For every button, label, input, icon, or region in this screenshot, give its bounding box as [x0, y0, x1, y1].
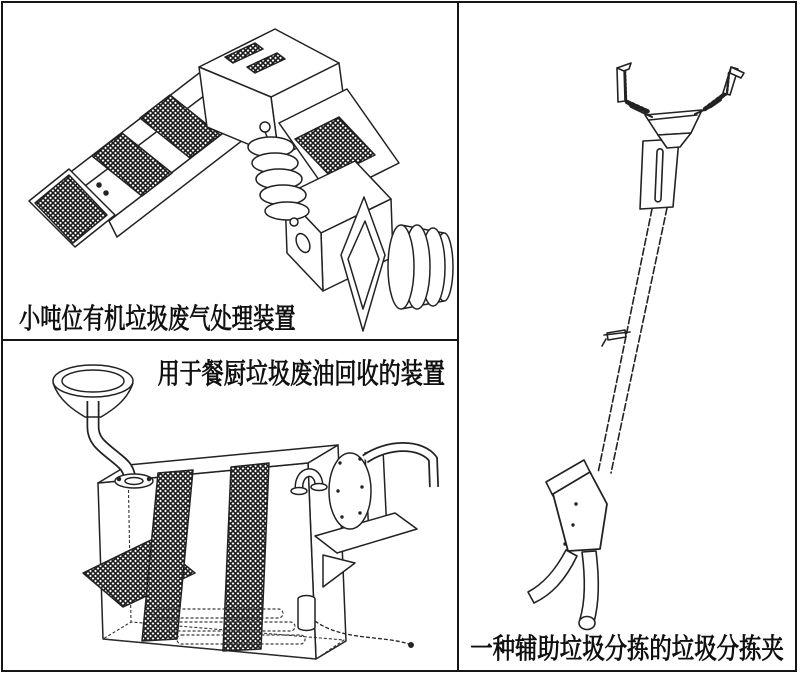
panel-bottom-left: [1, 339, 459, 672]
caption-sorting-clamp: 一种辅助垃圾分拣的垃圾分拣夹: [470, 632, 784, 666]
garbage-sorting-clamp-drawing: [459, 3, 795, 670]
trigger-lever: [528, 550, 577, 603]
caption-oil-recovery-device: 用于餐厨垃圾废油回收的装置: [157, 357, 445, 390]
grip-handle: [579, 551, 598, 630]
right-claw-arm: [695, 67, 744, 114]
panel-top-left: [1, 1, 459, 341]
upper-sleeve: [640, 139, 679, 209]
handle-body: [546, 460, 607, 551]
exhaust-gas-treatment-device-drawing: [3, 3, 457, 339]
inlet-pipe: [93, 401, 153, 488]
left-claw-arm: [617, 63, 652, 117]
outlet-cylinder: [388, 225, 453, 309]
panel-right: [457, 1, 797, 672]
kitchen-waste-oil-recovery-device-drawing: [3, 341, 457, 670]
caption-exhaust-device: 小吨位有机垃圾废气处理装置: [19, 302, 296, 336]
